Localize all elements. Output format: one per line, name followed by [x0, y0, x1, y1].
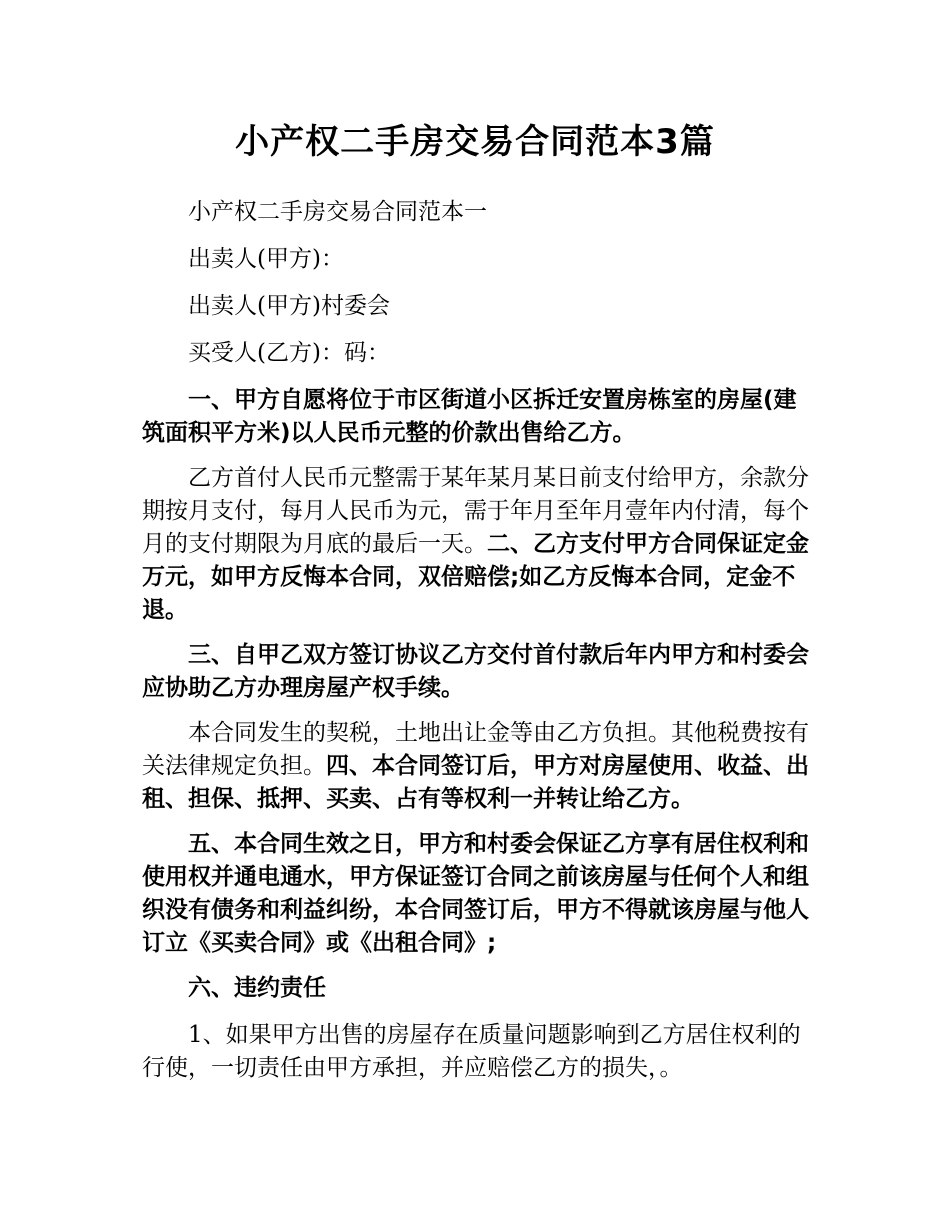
text-run-bold: 四、本合同签订后，甲方对房屋使用、收益、出租、担保、抵押、买卖、占有等权利一并转让给乙方。 [142, 753, 809, 812]
text-run: 买受人(乙方)：码： [188, 340, 390, 366]
text-run: 1、如果甲方出售的房屋存在质量问题影响到乙方居住权利的行使，一切责任由甲方承担，并应赔偿乙方的损失，。 [142, 1022, 801, 1081]
text-run-bold: 二、乙方支付甲方合同保证定金万元，如甲方反悔本合同，双倍赔偿;如乙方反悔本合同，定金不退。 [142, 531, 809, 623]
paragraph-subtitle [142, 196, 814, 229]
text-run-bold: 五、本合同生效之日，甲方和村委会保证乙方享有居住权利和使用权并通电通水，甲方保证签订合同之前该房屋与任何个人和组织没有债务和利益纠纷，本合同签订后，甲方不得就该房屋与他人订立《买卖合同》或《出租合同》; [142, 831, 809, 956]
paragraph-seller [142, 243, 814, 276]
text-run: 小产权二手房交易合同范本一 [188, 199, 487, 225]
text-run-bold: 六、违约责任 [188, 975, 326, 1001]
text-run: 出卖人(甲方)村委会 [188, 293, 390, 319]
clause-1 [142, 384, 814, 450]
clause-6-item-1 [142, 1019, 814, 1085]
text-run-bold: 三、自甲乙双方签订协议乙方交付首付款后年内甲方和村委会应协助乙方办理房屋产权手续。 [142, 642, 809, 701]
paragraph-seller-committee [142, 290, 814, 323]
clause-6-heading [142, 972, 814, 1005]
clause-taxes [142, 717, 814, 816]
text-run: 出卖人(甲方)： [188, 246, 344, 272]
paragraph-buyer [142, 337, 814, 370]
text-run-bold: 一、甲方自愿将位于市区街道小区拆迁安置房栋室的房屋(建筑面积平方米)以人民币元整的价款出售给乙方。 [142, 387, 797, 446]
text-run: 乙方首付人民币元整需于某年某月某日前支付给甲方，余款分期按月支付，每月人民币为元，需于年月至年月壹年内付清，每个月的支付期限为月底的最后一天。 [142, 465, 809, 557]
text-run: 本合同发生的契税，土地出让金等由乙方负担。其他税费按有关法律规定负担。 [142, 720, 809, 779]
document-body [142, 196, 814, 1097]
clause-5 [142, 828, 814, 960]
clause-3 [142, 639, 814, 705]
document-title: 小产权二手房交易合同范本3篇 [235, 122, 715, 162]
clause-payment [142, 462, 814, 627]
